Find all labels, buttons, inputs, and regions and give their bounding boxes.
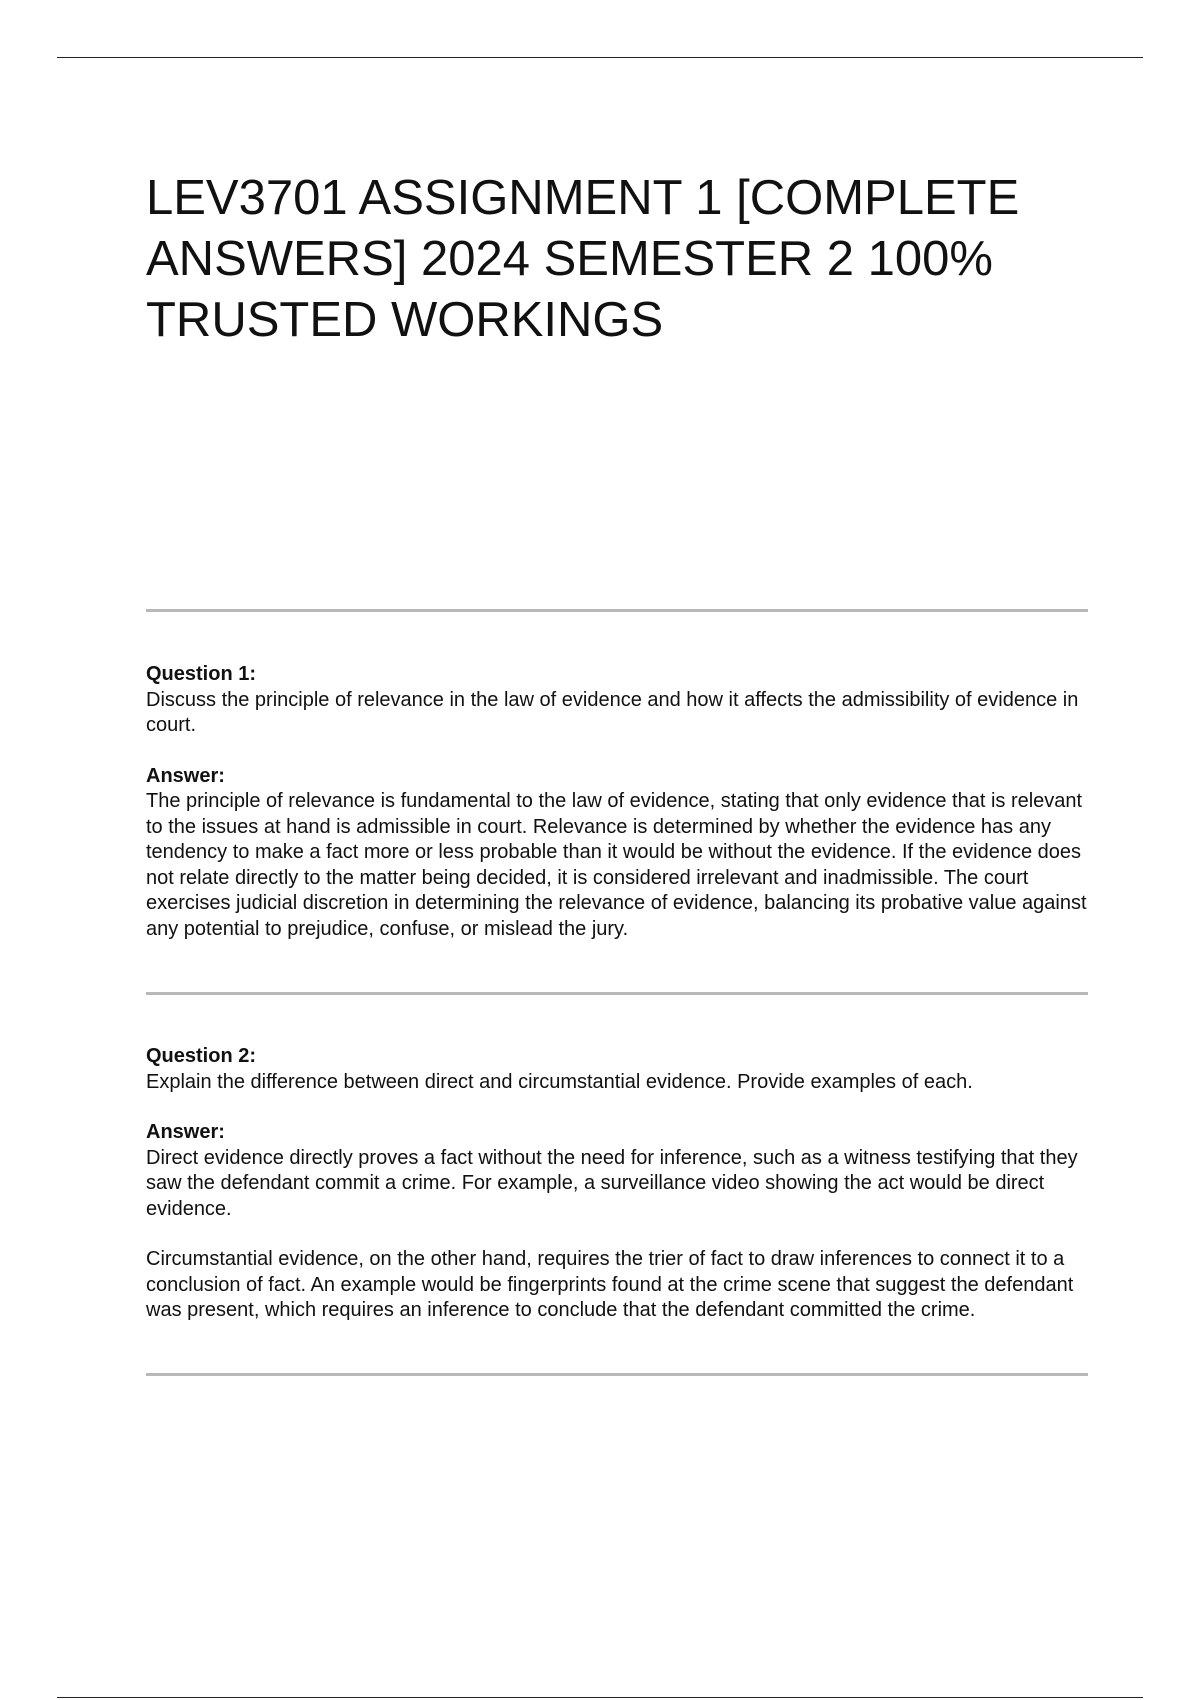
answer-1-paragraph: The principle of relevance is fundamental to the law of evidence, stating that only evidence that is relevant to the issues at hand is admissible in court. Relevance is determined by whether the evidence has any tendency to make a fact more or less probable than it would be without the evidence. If the evidence does not relate directly to the matter being decided, it is considered irrelevant and inadmissible. The court exercises judicial discretion in determining the relevance of evidence, balancing its probative value against any potential to prejudice, confuse, or mislead the jury. — [146, 790, 1087, 940]
section-divider — [146, 992, 1088, 995]
question-2-label: Question 2: — [146, 1045, 257, 1067]
document-title: LEV3701 ASSIGNMENT 1 [COMPLETE ANSWERS] 2024 SEMESTER 2 100% TRUSTED WORKINGS — [146, 171, 1020, 347]
section-divider — [146, 1373, 1088, 1376]
answer-2-paragraph-2: Circumstantial evidence, on the other hand, requires the trier of fact to draw inferences to connect it to a conclusion of fact. An example would be fingerprints found at the crime scene that suggest the defendant was present, which requires an inference to conclude that the defendant committed the crime. — [146, 1248, 1074, 1321]
question-1-block — [146, 662, 1091, 942]
answer-1-label: Answer: — [146, 764, 225, 787]
question-2-text: Explain the difference between direct and circumstantial evidence. Provide examples of each. — [146, 1070, 973, 1093]
question-1-label: Question 1: — [146, 663, 257, 685]
answer-2-paragraph-1: Direct evidence directly proves a fact without the need for inference, such as a witness testifying that they saw the defendant commit a crime. For example, a surveillance video showing the act would be direct evidence. — [146, 1146, 1078, 1220]
question-1-text: Discuss the principle of relevance in the law of evidence and how it affects the admissibility of evidence in court. — [146, 688, 1079, 736]
page-bottom-rule — [57, 1697, 1143, 1698]
question-2-block — [146, 1044, 1091, 1324]
section-divider — [146, 609, 1088, 612]
answer-2-label: Answer: — [146, 1121, 225, 1143]
page-top-rule — [57, 57, 1143, 58]
